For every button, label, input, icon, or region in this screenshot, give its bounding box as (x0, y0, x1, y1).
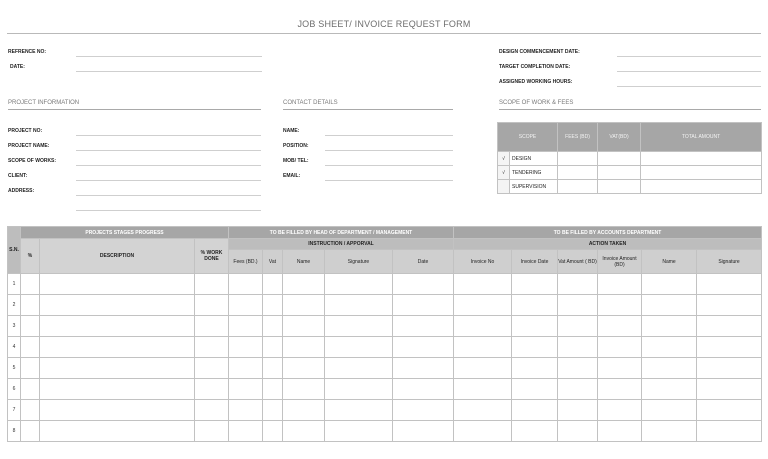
acc-name-col-header: Name (642, 250, 697, 274)
table-cell[interactable] (21, 295, 40, 316)
table-cell[interactable] (40, 337, 195, 358)
description-header: DESCRIPTION (40, 239, 195, 274)
total-amount-header: TOTAL AMOUNT (641, 123, 762, 152)
percent-header: % (21, 239, 40, 274)
row-number: 7 (8, 400, 21, 421)
sn-header: S.N. (8, 227, 21, 274)
table-cell[interactable] (195, 421, 229, 442)
table-cell[interactable] (512, 337, 558, 358)
date-line[interactable] (76, 71, 262, 72)
scope-title: SCOPE OF WORK & FEES (499, 100, 574, 106)
table-cell[interactable] (697, 316, 762, 337)
table-cell[interactable] (229, 295, 263, 316)
assigned-hours-line[interactable] (617, 86, 761, 87)
signature-col-header: Signature (325, 250, 393, 274)
table-cell[interactable] (325, 358, 393, 379)
table-cell[interactable] (697, 400, 762, 421)
supervision-total-cell[interactable] (641, 180, 762, 194)
table-cell[interactable] (229, 337, 263, 358)
table-cell[interactable] (558, 274, 598, 295)
table-cell[interactable] (229, 421, 263, 442)
table-row (8, 400, 762, 421)
table-cell[interactable] (558, 337, 598, 358)
table-cell[interactable] (229, 358, 263, 379)
table-cell[interactable] (263, 337, 283, 358)
table-cell[interactable] (393, 316, 454, 337)
table-cell[interactable] (642, 358, 697, 379)
row-number: 2 (8, 295, 21, 316)
work-done-header: % WORK DONE (195, 239, 229, 274)
hod-header: TO BE FILLED BY HEAD OF DEPARTMENT / MANAGEMENT (229, 227, 454, 239)
row-number: 5 (8, 358, 21, 379)
table-cell[interactable] (697, 358, 762, 379)
table-cell[interactable] (558, 379, 598, 400)
table-cell[interactable] (283, 274, 325, 295)
table-cell[interactable] (642, 379, 697, 400)
client-label: CLIENT: (8, 173, 28, 179)
contact-position-label: POSITION: (283, 143, 309, 149)
row-number: 6 (8, 379, 21, 400)
table-cell[interactable] (642, 316, 697, 337)
contact-mob-label: MOB/ TEL: (283, 158, 309, 164)
table-cell[interactable] (393, 379, 454, 400)
table-cell[interactable] (263, 274, 283, 295)
form-title: JOB SHEET/ INVOICE REQUEST FORM (297, 19, 471, 29)
table-cell[interactable] (21, 274, 40, 295)
table-cell[interactable] (283, 295, 325, 316)
table-cell[interactable] (598, 316, 642, 337)
table-row (8, 274, 762, 295)
table-row (8, 295, 762, 316)
table-cell[interactable] (454, 421, 512, 442)
project-name-label: PROJECT NAME: (8, 143, 50, 149)
table-cell[interactable] (454, 316, 512, 337)
table-cell[interactable] (697, 295, 762, 316)
title-divider (7, 33, 761, 34)
table-cell[interactable] (598, 400, 642, 421)
table-row (8, 316, 762, 337)
table-cell[interactable] (598, 358, 642, 379)
invoice-date-col-header: Invoice Date (512, 250, 558, 274)
invoice-amount-col-header: Invoice Amount (BD) (598, 250, 642, 274)
table-cell[interactable] (558, 400, 598, 421)
table-cell[interactable] (283, 358, 325, 379)
table-cell[interactable] (325, 400, 393, 421)
table-cell[interactable] (40, 274, 195, 295)
table-cell[interactable] (40, 358, 195, 379)
table-cell[interactable] (325, 274, 393, 295)
scope-fees-table (497, 122, 762, 194)
table-cell[interactable] (195, 358, 229, 379)
row-number: 1 (8, 274, 21, 295)
table-cell[interactable] (195, 400, 229, 421)
vat-header: VAT(BD) (598, 123, 641, 152)
table-cell[interactable] (598, 379, 642, 400)
table-cell[interactable] (512, 295, 558, 316)
table-cell[interactable] (21, 421, 40, 442)
name-col-header: Name (283, 250, 325, 274)
table-cell[interactable] (598, 274, 642, 295)
table-cell[interactable] (454, 274, 512, 295)
table-cell[interactable] (263, 358, 283, 379)
tendering-vat-cell[interactable] (598, 166, 641, 180)
project-information-section (8, 100, 261, 106)
supervision-fees-cell[interactable] (558, 180, 598, 194)
table-cell[interactable] (283, 316, 325, 337)
table-cell[interactable] (558, 295, 598, 316)
table-cell[interactable] (21, 400, 40, 421)
scope-of-works-label: SCOPE OF WORKS: (8, 158, 57, 164)
vat-col-header: Vat (263, 250, 283, 274)
accounts-header: TO BE FILLED BY ACCOUNTS DEPARTMENT (454, 227, 762, 239)
scope-row-supervision (498, 180, 762, 194)
assigned-hours-label: ASSIGNED WORKING HOURS: (499, 79, 573, 85)
table-cell[interactable] (263, 379, 283, 400)
table-cell[interactable] (21, 379, 40, 400)
table-cell[interactable] (598, 295, 642, 316)
table-cell[interactable] (229, 316, 263, 337)
design-fees-cell[interactable] (558, 152, 598, 166)
table-cell[interactable] (195, 379, 229, 400)
design-vat-cell[interactable] (598, 152, 641, 166)
tendering-check[interactable]: √ (498, 166, 510, 180)
table-cell[interactable] (40, 421, 195, 442)
table-cell[interactable] (21, 316, 40, 337)
table-cell[interactable] (393, 337, 454, 358)
action-header: ACTION TAKEN (454, 239, 762, 250)
target-completion-label: TARGET COMPLETION DATE: (499, 64, 571, 70)
contact-details-title: CONTACT DETAILS (283, 100, 338, 106)
table-cell[interactable] (325, 337, 393, 358)
scope-row-tendering (498, 166, 762, 180)
contact-details-section (283, 100, 453, 106)
table-cell[interactable] (512, 421, 558, 442)
table-cell[interactable] (558, 421, 598, 442)
table-cell[interactable] (325, 316, 393, 337)
table-cell[interactable] (21, 358, 40, 379)
table-cell[interactable] (263, 421, 283, 442)
tendering-total-cell[interactable] (641, 166, 762, 180)
design-check[interactable]: √ (498, 152, 510, 166)
table-cell[interactable] (40, 400, 195, 421)
table-cell[interactable] (195, 295, 229, 316)
invoice-no-col-header: Invoice No (454, 250, 512, 274)
contact-name-label: NAME: (283, 128, 300, 134)
scope-row-design (498, 152, 762, 166)
supervision-vat-cell[interactable] (598, 180, 641, 194)
table-row (8, 379, 762, 400)
table-cell[interactable] (642, 421, 697, 442)
tendering-fees-cell[interactable] (558, 166, 598, 180)
table-cell[interactable] (325, 421, 393, 442)
progress-table-body (8, 274, 762, 442)
table-cell[interactable] (642, 295, 697, 316)
table-cell[interactable] (195, 337, 229, 358)
table-cell[interactable] (40, 295, 195, 316)
reference-no-label: REFRENCE NO: (8, 49, 47, 55)
table-cell[interactable] (642, 400, 697, 421)
date-col-header: Date (393, 250, 454, 274)
table-cell[interactable] (283, 337, 325, 358)
table-row (8, 421, 762, 442)
project-information-title: PROJECT INFORMATION (8, 100, 80, 106)
acc-signature-col-header: Signature (697, 250, 762, 274)
table-cell[interactable] (642, 274, 697, 295)
table-cell[interactable] (283, 421, 325, 442)
table-cell[interactable] (454, 358, 512, 379)
table-cell[interactable] (325, 379, 393, 400)
date-label: DATE: (10, 64, 25, 70)
table-cell[interactable] (393, 358, 454, 379)
table-row (8, 337, 762, 358)
row-number: 3 (8, 316, 21, 337)
scope-header: SCOPE (498, 123, 558, 152)
table-cell[interactable] (263, 316, 283, 337)
design-commencement-label: DESIGN COMMENCEMENT DATE: (499, 49, 580, 55)
target-completion-line[interactable] (617, 71, 761, 72)
table-cell[interactable] (558, 358, 598, 379)
row-number: 4 (8, 337, 21, 358)
progress-header: PROJECTS STAGES PROGRESS (21, 227, 229, 239)
table-cell[interactable] (697, 337, 762, 358)
table-cell[interactable] (263, 295, 283, 316)
table-cell[interactable] (454, 379, 512, 400)
table-cell[interactable] (393, 400, 454, 421)
table-cell[interactable] (454, 295, 512, 316)
table-cell[interactable] (598, 421, 642, 442)
table-cell[interactable] (393, 295, 454, 316)
supervision-check[interactable] (498, 180, 510, 194)
design-label: DESIGN (510, 152, 558, 166)
vat-amount-col-header: Vat Amount ( BD) (558, 250, 598, 274)
table-cell[interactable] (229, 379, 263, 400)
table-cell[interactable] (40, 316, 195, 337)
row-number: 8 (8, 421, 21, 442)
table-cell[interactable] (195, 274, 229, 295)
table-cell[interactable] (454, 337, 512, 358)
table-cell[interactable] (697, 379, 762, 400)
table-cell[interactable] (598, 337, 642, 358)
table-cell[interactable] (393, 421, 454, 442)
contact-email-label: EMAIL: (283, 173, 301, 179)
fees-col-header: Fees (BD.) (229, 250, 263, 274)
table-cell[interactable] (229, 400, 263, 421)
table-cell[interactable] (697, 421, 762, 442)
table-cell[interactable] (229, 274, 263, 295)
table-cell[interactable] (512, 316, 558, 337)
table-cell[interactable] (697, 274, 762, 295)
supervision-label: SUPERVISION (510, 180, 558, 194)
table-cell[interactable] (512, 379, 558, 400)
progress-invoice-table (7, 226, 762, 442)
table-cell[interactable] (263, 400, 283, 421)
project-no-label: PROJECT NO: (8, 128, 43, 134)
reference-no-line[interactable] (76, 56, 262, 57)
table-cell[interactable] (512, 358, 558, 379)
table-cell[interactable] (325, 295, 393, 316)
fees-header: FEES (BD) (558, 123, 598, 152)
table-row (8, 358, 762, 379)
table-cell[interactable] (195, 316, 229, 337)
table-cell[interactable] (454, 400, 512, 421)
table-cell[interactable] (393, 274, 454, 295)
design-total-cell[interactable] (641, 152, 762, 166)
scope-section (499, 100, 761, 106)
design-commencement-line[interactable] (617, 56, 761, 57)
table-cell[interactable] (21, 337, 40, 358)
table-cell[interactable] (283, 379, 325, 400)
tendering-label: TENDERING (510, 166, 558, 180)
table-cell[interactable] (642, 337, 697, 358)
address-label: ADDRESS: (8, 188, 35, 194)
table-cell[interactable] (40, 379, 195, 400)
table-cell[interactable] (558, 316, 598, 337)
table-cell[interactable] (512, 274, 558, 295)
table-cell[interactable] (512, 400, 558, 421)
instruction-header: INSTRUCTION / APPORVAL (229, 239, 454, 250)
table-cell[interactable] (283, 400, 325, 421)
